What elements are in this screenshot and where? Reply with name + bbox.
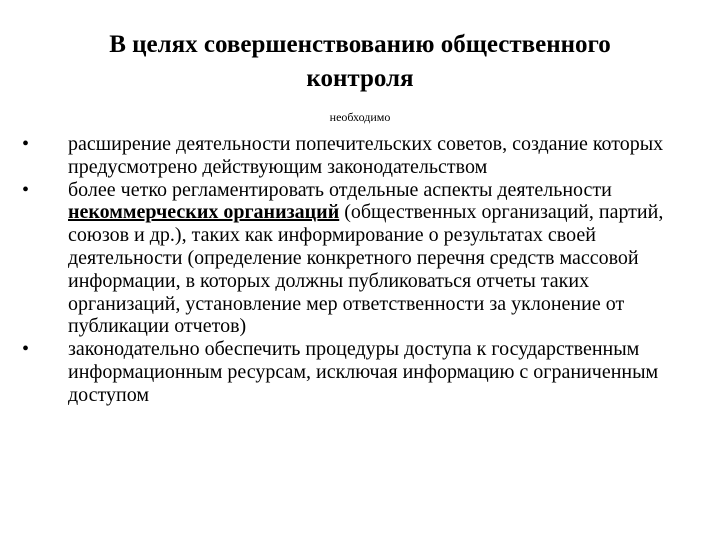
bullet-dot-icon: •	[22, 178, 30, 201]
bullet-text-before: более четко регламентировать отдельные аспекты деятельности	[68, 178, 612, 201]
bullet-list	[22, 133, 702, 407]
emphasized-term: некоммерческих организаций	[68, 201, 340, 224]
bullet-item-1	[22, 133, 702, 179]
bullet-dot-icon: •	[22, 338, 30, 361]
bullet-text: расширение деятельности попечительских советов, создание которых предусмотрено действующим законодательством	[68, 133, 664, 178]
bullet-item-2	[22, 179, 702, 339]
bullet-dot-icon: •	[22, 133, 30, 155]
bullet-text: законодательно обеспечить процедуры доступа к государственным информационным ресурсам, исключая информацию с ограниченным доступом	[68, 338, 659, 406]
slide-title: В целях совершенствованию общественного контроля	[109, 31, 611, 92]
slide-subtitle: необходимо	[329, 110, 391, 124]
bullet-text-after: (общественных организаций, партий, союзов и др.), таких как информирование о результатах своей деятельности (определение конкретного перечня средств массовой информации, в которых должны публиковаться отчеты таких организаций, установление мер ответственности за уклонение от публикации отчетов)	[68, 201, 664, 338]
bullet-item-3	[22, 338, 702, 406]
